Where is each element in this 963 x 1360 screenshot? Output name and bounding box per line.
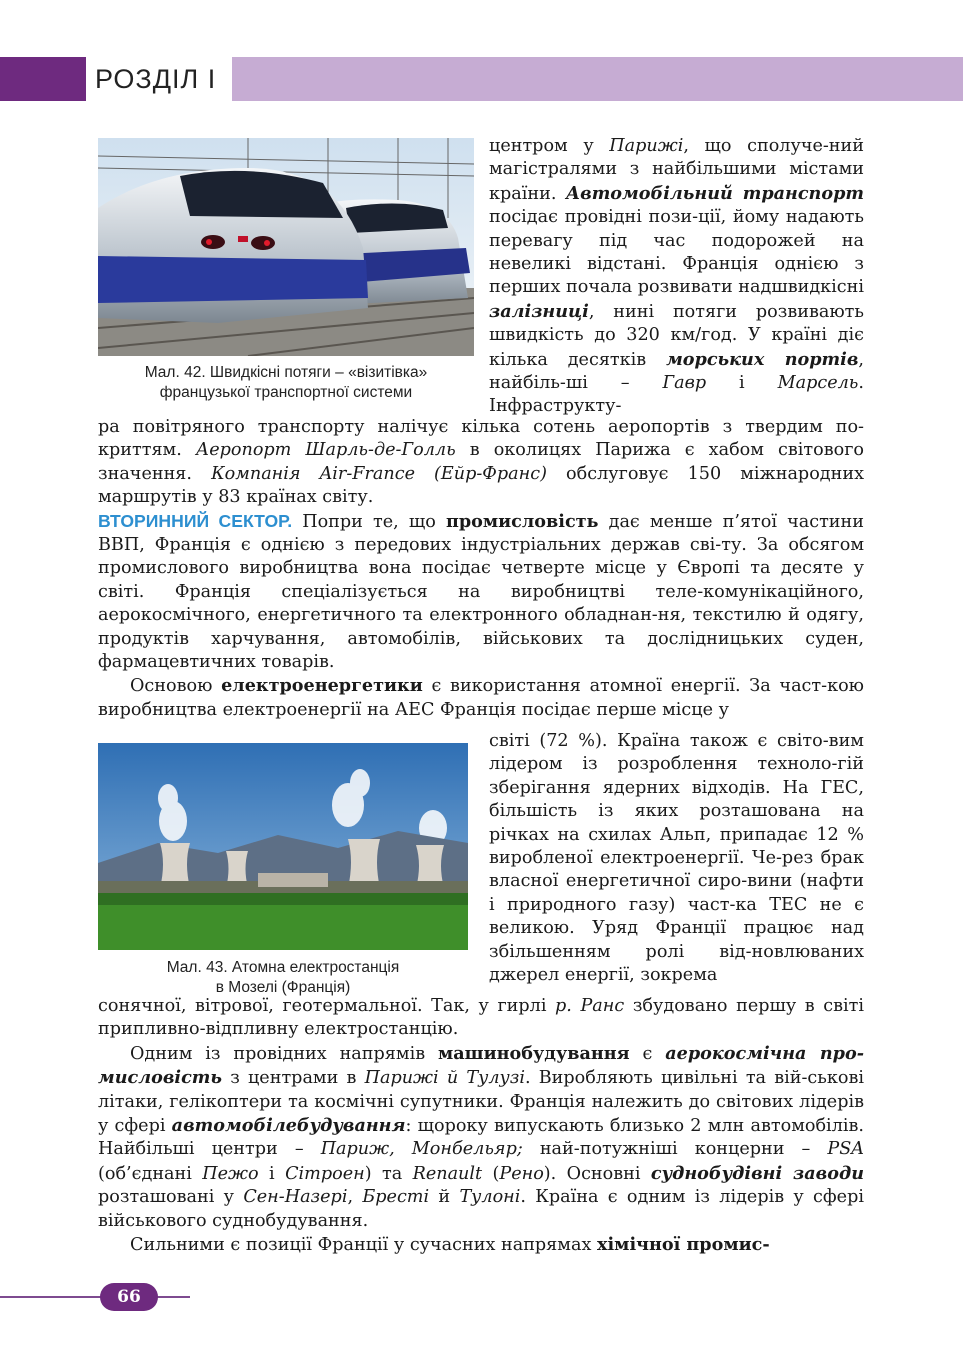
term-machine-building: машинобудування bbox=[438, 1042, 630, 1064]
term-sea-ports: морських портів bbox=[666, 348, 859, 370]
term-toulon: Тулоні bbox=[459, 1187, 521, 1208]
trains-illustration bbox=[98, 138, 474, 356]
term-electric-power: електроенергетики bbox=[221, 675, 423, 697]
text-span: Попри те, що bbox=[292, 511, 446, 532]
text-span: посідає провідні пози-ції, йому надають перевагу під час подорожей на невеликі відстані. Франція однією з перших почала розвивати надшвидкісні bbox=[489, 207, 864, 298]
text-span: з центрами в bbox=[222, 1068, 365, 1089]
term-industry: промисловість bbox=[445, 510, 599, 532]
text-column-beside-figure-42 bbox=[489, 135, 864, 419]
text-span: ) та bbox=[364, 1163, 413, 1184]
page-number: 66 bbox=[100, 1283, 158, 1311]
text-column-full-width-2 bbox=[98, 995, 864, 1257]
figure-43-caption bbox=[98, 958, 468, 998]
text-span: сонячної, вітрової, геотермальної. Так, у гирлі bbox=[98, 996, 556, 1016]
term-paris-montbeliard: Париж, Монбельяр; bbox=[320, 1139, 523, 1160]
figure-42-caption-line2: французької транспортної системи bbox=[159, 384, 413, 401]
figure-43-caption-line1: Мал. 43. Атомна електростанція bbox=[166, 959, 400, 976]
text-span: (об’єднані bbox=[98, 1163, 203, 1184]
paragraph-chemical bbox=[98, 1233, 864, 1257]
term-automotive: автомобілебудування bbox=[171, 1115, 406, 1137]
term-reno: Рено bbox=[499, 1163, 544, 1184]
text-span: най-потужніші концерни – bbox=[522, 1139, 828, 1160]
paragraph-air-transport bbox=[98, 416, 864, 510]
figure-42-trains-image bbox=[98, 138, 474, 356]
term-air-france: Компанія Air-France (Ейр-Франс) bbox=[211, 463, 547, 484]
text-span: є використання атомної енергії. За част-кою виробництва електроенергії на АЕС Франція посідає перше місце у bbox=[98, 676, 864, 720]
term-railways: залізниці bbox=[489, 300, 589, 322]
paragraph-energy-continued bbox=[489, 730, 864, 987]
text-span: дає менше п’ятої частини ВВП, Франція є однією з передових індустріальних держав сві-ту. За обсягом промислового виробництва вона посідає четверте місце у Європі та десяте у світі. Франція спеціалізується на виробництві теле-комунікаційного, аерокосмічного, енергетичного та електронного обладнан-ня, текстилю й одягу, продуктів харчування, автомобілів, військових та дослідницьких суден, фармацевтичних товарів. bbox=[98, 511, 864, 673]
text-span: й bbox=[429, 1187, 460, 1208]
paragraph-renewables bbox=[98, 995, 864, 1042]
chapter-header-accent bbox=[0, 57, 86, 101]
text-span: , нині потяги розвивають швидкість до 320 км/год. У країні діє кілька десятків bbox=[489, 301, 864, 370]
figure-43-power-plant-image bbox=[98, 743, 468, 950]
figure-43-caption-line2: в Мозелі (Франція) bbox=[215, 979, 351, 996]
term-renault: Renault bbox=[412, 1163, 483, 1184]
text-span: і bbox=[706, 373, 778, 394]
text-span: Одним із провідних напрямів bbox=[130, 1043, 438, 1064]
paragraph-energy bbox=[98, 674, 864, 722]
text-span: збудовано першу в світі припливно-відпливну електростанцію. bbox=[98, 996, 865, 1040]
text-span: Основою bbox=[130, 676, 222, 697]
chapter-header-bar bbox=[232, 57, 963, 101]
text-span: , найбіль-ші – bbox=[489, 349, 865, 394]
paragraph-transport bbox=[489, 135, 864, 419]
term-paris-toulouse: Парижі й Тулузі bbox=[364, 1068, 525, 1089]
term-saint-nazaire: Сен-Назері bbox=[243, 1187, 348, 1208]
term-brest: Бресті bbox=[362, 1187, 430, 1208]
term-peugeot: Пежо bbox=[202, 1163, 259, 1184]
text-span: . Виробляють цивільні та вій-ськові літаки, гелікоптери та космічні супутники. Франція належить до світових лідерів у сфері bbox=[98, 1068, 864, 1137]
term-havre: Гавр bbox=[662, 373, 707, 394]
text-column-beside-figure-43 bbox=[489, 730, 864, 987]
figure-42-caption-line1: Мал. 42. Швидкісні потяги – «візитівка» bbox=[144, 364, 428, 381]
text-span: обслуговує 150 міжнародних маршрутів у 83 країнах світу. bbox=[98, 463, 864, 508]
paragraph-machine-building bbox=[98, 1042, 864, 1233]
term-psa: PSA bbox=[827, 1139, 865, 1160]
text-span: Сильними є позиції Франції у сучасних напрямах bbox=[130, 1235, 597, 1256]
term-marseille: Марсель bbox=[777, 373, 859, 394]
text-span: , що сполуче-ний магістралями з найбільшими містами країни. bbox=[489, 136, 864, 204]
chapter-title: РОЗДІЛ І bbox=[95, 64, 217, 94]
figure-42-caption bbox=[98, 363, 474, 403]
text-span: . Країна є одним із лідерів у сфері військового суднобудування. bbox=[98, 1187, 864, 1231]
text-span: ра повітряного транспорту налічує кілька сотень аеропортів з твердим по-криттям. bbox=[98, 417, 864, 461]
text-span: ). Основні bbox=[543, 1163, 651, 1184]
text-span: є bbox=[629, 1043, 666, 1064]
term-shipyards: суднобудівні заводи bbox=[650, 1162, 864, 1184]
page-number-line bbox=[0, 1296, 190, 1298]
paragraph-secondary-sector bbox=[98, 510, 864, 675]
text-span: розташовані у bbox=[98, 1187, 244, 1208]
text-span: світі (72 %). Країна також є світо-вим лідером із розроблення техноло-гій зберігання ядерних відходів. На ГЕС, більшість із яких розташована на річках на схилах Альп, припадає 12 % виробленої електроенергії. Че-рез брак власної енергетичної сиро-вини (нафти і природного газу) част-ка ТЕС не є великою. Уряд Франції працює над збільшенням ролі від-новлюваних джерел енергії, зокрема bbox=[489, 731, 864, 986]
text-column-full-width-1 bbox=[98, 416, 864, 722]
text-span: : щороку випускають близько 2 млн автомобілів. Найбільші центри – bbox=[98, 1116, 864, 1160]
text-span: і bbox=[258, 1163, 286, 1184]
text-span: , bbox=[347, 1187, 363, 1208]
text-span: центром у bbox=[489, 136, 610, 156]
term-road-transport: Автомобільний транспорт bbox=[565, 182, 865, 204]
term-aerospace-industry: аерокосмічна про-мисловість bbox=[98, 1042, 864, 1089]
term-cdg-airport: Аеропорт Шарль-де-Голль bbox=[195, 440, 456, 461]
term-rance-river: р. Ранс bbox=[555, 996, 625, 1016]
text-span: в околицях Парижа є хабом світового значення. bbox=[98, 440, 865, 484]
power-plant-illustration bbox=[98, 743, 468, 950]
term-paris: Парижі bbox=[609, 136, 684, 156]
term-chemical-industry: хімічної промис- bbox=[596, 1234, 770, 1256]
term-citroen: Сітроен bbox=[285, 1163, 365, 1184]
text-span: ( bbox=[482, 1163, 500, 1184]
section-heading-secondary-sector: ВТОРИННИЙ СЕКТОР. bbox=[98, 510, 293, 531]
text-span: . Інфраструкту- bbox=[489, 373, 864, 417]
